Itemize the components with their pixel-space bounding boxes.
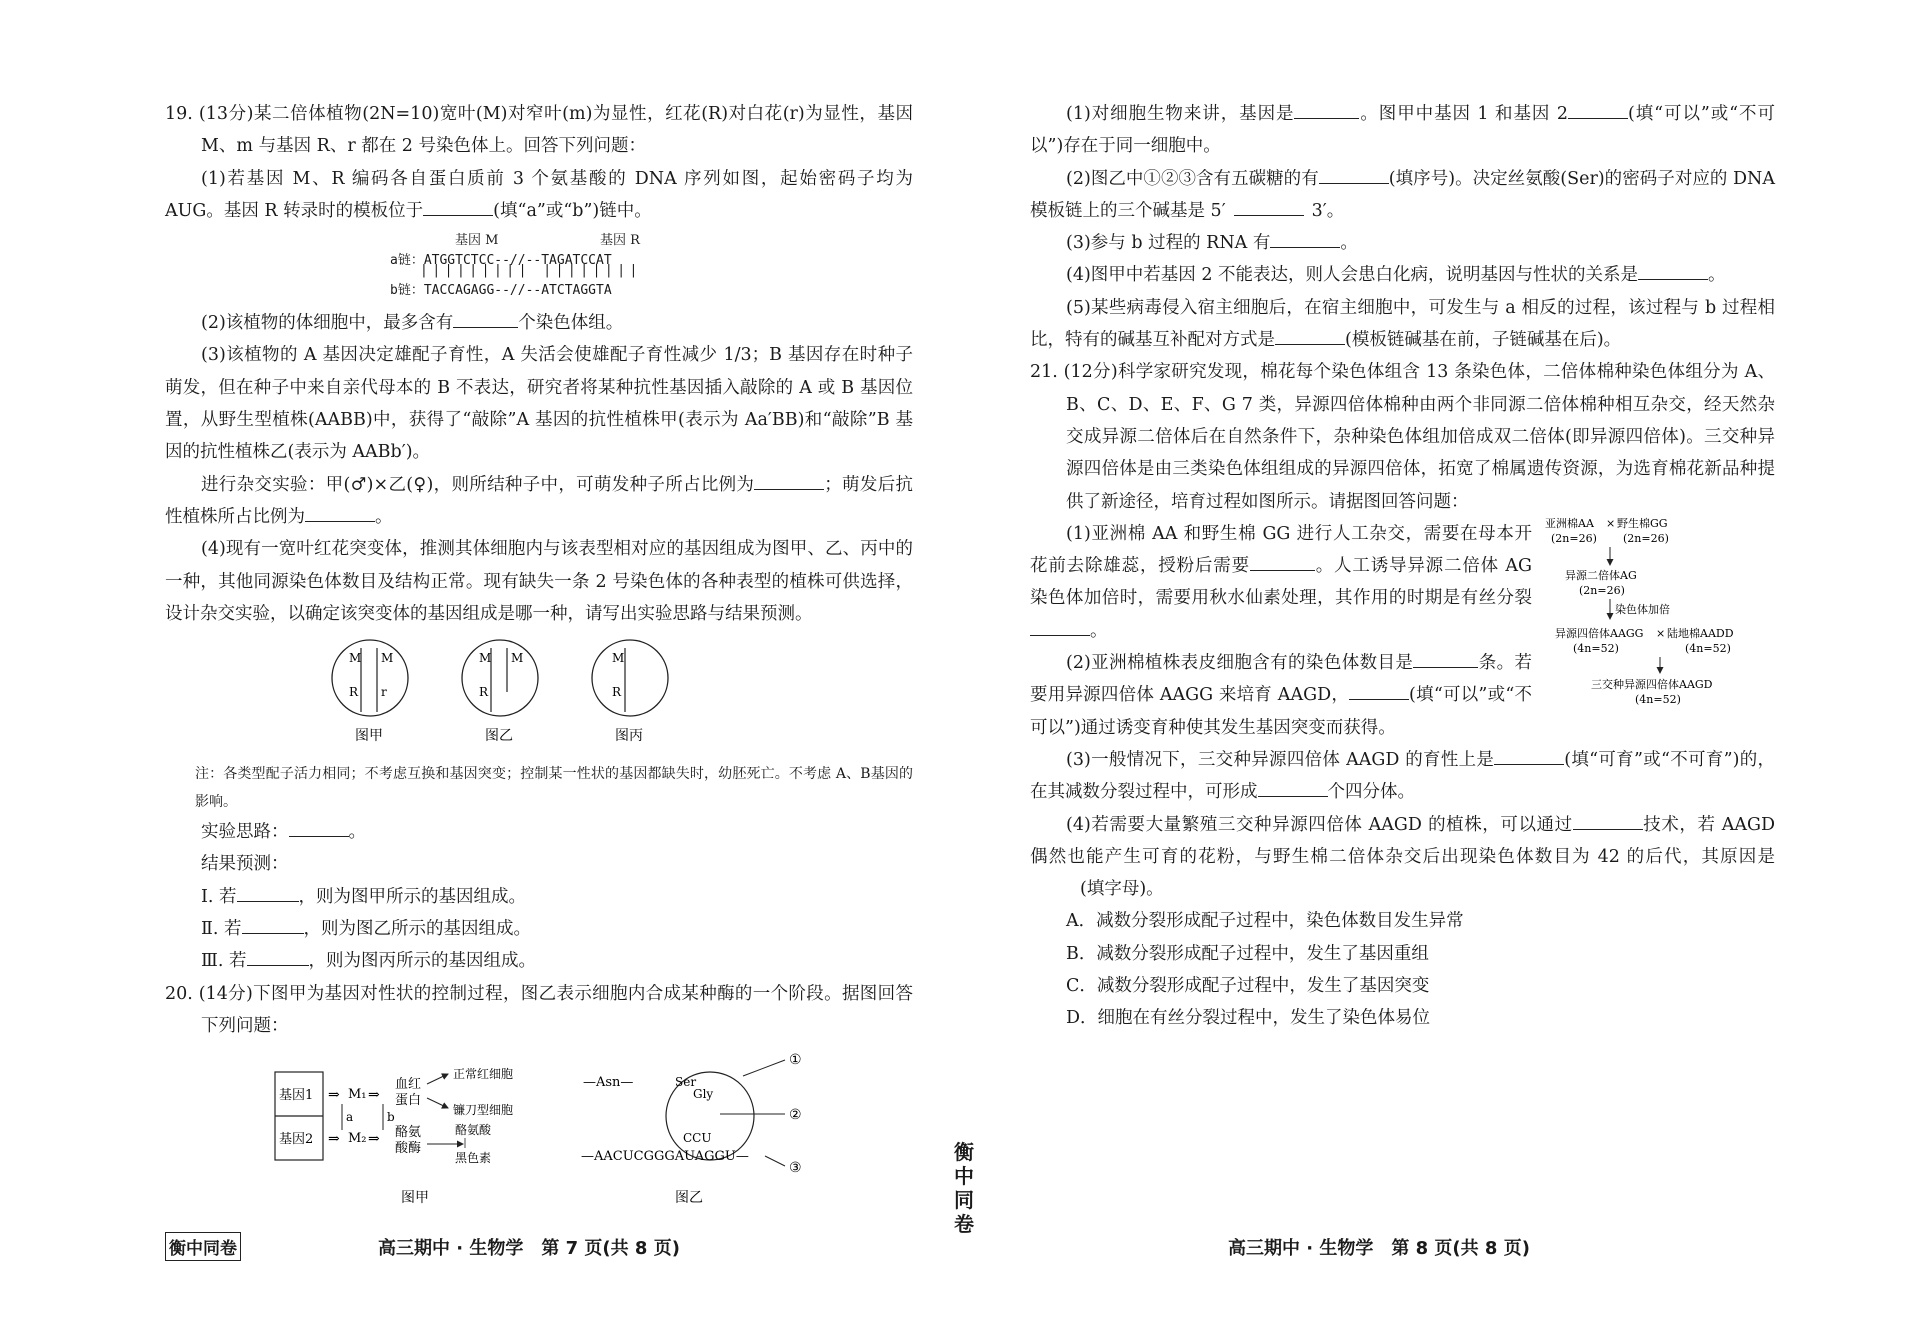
q21-text-wrap bbox=[1030, 518, 1532, 744]
answer-blank bbox=[1250, 569, 1315, 571]
svg-text:异源四倍体AAGG: 异源四倍体AAGG bbox=[1555, 626, 1644, 640]
answer-blank bbox=[242, 932, 304, 934]
breeding-flowchart bbox=[1535, 513, 1775, 718]
svg-text:镰刀型细胞: 镰刀型细胞 bbox=[453, 1103, 514, 1118]
answer-blank bbox=[1294, 117, 1359, 119]
q19-part1: (1)若基因 M、R 编码各自蛋白质前 3 个氨基酸的 DNA 序列如图，起始密码子均为 AUG。基因 R 转录时的模板位于 (填“a”或“b”)链中。 bbox=[165, 168, 913, 221]
q20-part5: (5)某些病毒侵入宿主细胞后，在宿主细胞中，可发生与 a 相反的过程，该过程与 b 过程相比，特有的碱基互补配对方式是 (模板链碱基在前，子链碱基在后)。 bbox=[1030, 297, 1775, 351]
q19-part2: (2)该植物的体细胞中，最多含有 个染色体组。 bbox=[201, 313, 624, 334]
svg-text:R: R bbox=[349, 685, 359, 700]
svg-text:③: ③ bbox=[789, 1160, 802, 1177]
footer-right: 高三期中 · 生物学 第 8 页(共 8 页) bbox=[1228, 1238, 1530, 1259]
answer-blank bbox=[1494, 763, 1564, 765]
answer-blank bbox=[1349, 698, 1409, 700]
q21-part1: (1)亚洲棉 AA 和野生棉 GG 进行人工杂交，需要在母本开花前去除雄蕊，授粉后需要 。人工诱导异源二倍体 AG 染色体加倍时，需要用秋水仙素处理，其作用的时期是有丝分裂。 bbox=[1030, 523, 1532, 641]
svg-text:⇒: ⇒ bbox=[328, 1131, 340, 1148]
q21-part3: (3)一般情况下，三交种异源四倍体 AAGD 的育性上是 (填“可育”或“不可育”)的，在其减数分裂过程中，可形成 个四分体。 bbox=[1030, 749, 1775, 803]
svg-text:Ser: Ser bbox=[675, 1075, 697, 1090]
q21-option-b: B．减数分裂形成配子过程中，发生了基因重组 bbox=[1066, 943, 1429, 964]
answer-blank bbox=[305, 520, 375, 522]
fig-bing-label: 图丙 bbox=[615, 728, 643, 745]
svg-text:酪氨酸: 酪氨酸 bbox=[455, 1123, 492, 1138]
svg-text:染色体加倍: 染色体加倍 bbox=[1615, 602, 1670, 616]
q19-result-2: Ⅱ. 若 ，则为图乙所示的基因组成。 bbox=[201, 919, 532, 940]
q21-option-a: A．减数分裂形成配子过程中，染色体数目发生异常 bbox=[1066, 911, 1464, 932]
answer-blank bbox=[1030, 634, 1090, 636]
q20-stem: 20. (14分)下图甲为基因对性状的控制过程，图乙表示细胞内合成某种酶的一个阶段。据图回答下列问题： bbox=[165, 983, 913, 1036]
q21-option-d: D．细胞在有丝分裂过程中，发生了染色体易位 bbox=[1066, 1008, 1431, 1029]
svg-text:血红: 血红 bbox=[395, 1077, 422, 1093]
svg-text:—AACUCGGGAUAGGU—: —AACUCGGGAUAGGU— bbox=[581, 1149, 749, 1165]
answer-blank bbox=[1258, 795, 1328, 797]
q19-note: 注：各类型配子活力相同；不考虑互换和基因突变；控制某一性状的基因都缺失时，幼胚死亡。不考虑 A、B基因的影响。 bbox=[195, 766, 913, 811]
q20-part2: (2)图乙中①②③含有五碳糖的有 (填序号)。决定丝氨酸(Ser)的密码子对应的 DNA 模板链上的三个碱基是 5′ 3′。 bbox=[1030, 168, 1775, 221]
fig-yi bbox=[462, 640, 538, 744]
fig-jia-pathway bbox=[275, 1066, 513, 1206]
svg-text:M: M bbox=[381, 651, 394, 666]
q21-body bbox=[1030, 518, 1775, 744]
q19-part4: (4)现有一宽叶红花突变体，推测其体细胞内与该表型相对应的基因组成为图甲、乙、丙中的一种，其他同源染色体数目及结构正常。现有缺失一条 2 号染色体的各种表型的植株可供选择，设计杂交实验，以确定该突变体的基因组成是哪一种，请写出实验思路与结果预测。 bbox=[165, 539, 913, 624]
answer-blank bbox=[1413, 666, 1478, 668]
svg-text:M: M bbox=[349, 651, 362, 666]
chain-a: a链：ATGGTCTCC--//--TAGATCCAT bbox=[390, 253, 612, 269]
q19-predict: 结果预测： bbox=[201, 854, 289, 875]
svg-text:—Asn—: —Asn— bbox=[583, 1075, 634, 1091]
footer-left: 高三期中 · 生物学 第 7 页(共 8 页) bbox=[378, 1238, 680, 1259]
q19-part3: (3)该植物的 A 基因决定雄配子育性，A 失活会使雄配子育性减少 1/3；B 基因存在时种子萌发，但在种子中来自亲代母本的 B 不表达，研究者将某种抗性基因插入敲除的 A 或 B 基因位置，从野生型植株(AABB)中，获得了“敲除”A 基因的抗性植株甲(表示为 Aa′BB)和“敲除”B 基因的抗性植株乙(表示为 AABb′)。 bbox=[165, 345, 913, 463]
gene-r-label: 基因 R bbox=[600, 233, 640, 249]
svg-text:CCU: CCU bbox=[683, 1131, 712, 1146]
q21-option-c: C．减数分裂形成配子过程中，发生了基因突变 bbox=[1066, 976, 1430, 997]
svg-text:(2n=26): (2n=26) bbox=[1623, 531, 1669, 545]
svg-text:a: a bbox=[346, 1110, 354, 1125]
answer-blank bbox=[1573, 828, 1643, 830]
svg-text:⇒: ⇒ bbox=[368, 1087, 380, 1104]
answer-blank bbox=[247, 964, 309, 966]
fig-bing bbox=[592, 640, 668, 744]
answer-blank bbox=[237, 900, 299, 902]
svg-text:三交种异源四倍体AAGD: 三交种异源四倍体AAGD bbox=[1591, 677, 1713, 691]
svg-text:亚洲棉AA: 亚洲棉AA bbox=[1545, 516, 1594, 530]
q19-stem: 19. (13分)某二倍体植物(2N=10)宽叶(M)对窄叶(m)为显性，红花(R)对白花(r)为显性，基因 M、m 与基因 R、r 都在 2 号染色体上。回答下列问题： bbox=[165, 104, 913, 157]
chromosome-figures bbox=[165, 630, 913, 755]
svg-text:蛋白: 蛋白 bbox=[395, 1093, 422, 1109]
chain-b: b链：TACCAGAGG--//--ATCTAGGTA bbox=[390, 283, 612, 299]
svg-text:M: M bbox=[511, 651, 524, 666]
q20-part3: (3)参与 b 过程的 RNA 有 。 bbox=[1066, 233, 1358, 254]
svg-text:异源二倍体AG: 异源二倍体AG bbox=[1565, 568, 1637, 582]
answer-blank bbox=[423, 214, 493, 216]
svg-text:(4n=52): (4n=52) bbox=[1635, 692, 1681, 706]
q20-part4: (4)图甲中若基因 2 不能表达，则人会患白化病，说明基因与性状的关系是 。 bbox=[1066, 265, 1726, 286]
binding-stamp: 衡中同卷 bbox=[954, 1140, 974, 1236]
svg-text:图甲: 图甲 bbox=[401, 1190, 429, 1207]
answer-blank bbox=[754, 488, 824, 490]
svg-text:M₁: M₁ bbox=[348, 1087, 367, 1103]
svg-text:酸酶: 酸酶 bbox=[395, 1141, 422, 1157]
answer-blank bbox=[1638, 278, 1708, 280]
answer-blank bbox=[1319, 182, 1389, 184]
svg-text:基因2: 基因2 bbox=[279, 1132, 314, 1148]
svg-text:b: b bbox=[387, 1110, 395, 1125]
answer-blank bbox=[1234, 214, 1304, 216]
fig-yi-translation bbox=[581, 1052, 802, 1206]
q19-idea: 实验思路： 。 bbox=[201, 822, 366, 843]
svg-text:⇒: ⇒ bbox=[368, 1131, 380, 1148]
svg-text:⇒: ⇒ bbox=[328, 1087, 340, 1104]
svg-text:黑色素: 黑色素 bbox=[455, 1151, 492, 1166]
svg-text:正常红细胞: 正常红细胞 bbox=[453, 1067, 514, 1082]
dna-sequence-figure bbox=[165, 227, 913, 307]
q19-result-1: Ⅰ. 若 ，则为图甲所示的基因组成。 bbox=[201, 886, 527, 907]
answer-blank bbox=[453, 326, 518, 328]
svg-text:酪氨: 酪氨 bbox=[395, 1125, 422, 1141]
base-pairs: ||||||||| |||||||| bbox=[420, 263, 642, 279]
fig-yi-label: 图乙 bbox=[485, 728, 513, 745]
svg-text:R: R bbox=[479, 685, 489, 700]
svg-text:×: × bbox=[1656, 626, 1666, 640]
svg-text:×: × bbox=[1606, 516, 1616, 530]
svg-text:r: r bbox=[381, 685, 387, 700]
answer-blank bbox=[1568, 117, 1628, 119]
answer-blank bbox=[1270, 246, 1340, 248]
svg-text:图乙: 图乙 bbox=[675, 1190, 703, 1207]
left-page bbox=[165, 98, 913, 1212]
svg-text:M: M bbox=[479, 651, 492, 666]
q21-stem: 21. (12分)科学家研究发现，棉花每个染色体组含 13 条染色体，二倍体棉种染色体组分为 A、B、C、D、E、F、G 7 类，异源四倍体棉种由两个非同源二倍体棉种相互杂交，经天然杂交成异源二倍体后在自然条件下，杂种染色体组加倍成双二倍体(即异源四倍体)。三交种异源四倍体是由三类染色体组组成的异源四倍体，拓宽了棉属遗传资源，为选育棉花新品种提供了新途径，培育过程如图所示。请据图回答问题： bbox=[1030, 362, 1775, 512]
svg-text:(2n=26): (2n=26) bbox=[1579, 583, 1625, 597]
q19-part3b: 进行杂交实验：甲(♂)×乙(♀)，则所结种子中，可萌发种子所占比例为 ；萌发后抗性植株所占比例为 。 bbox=[165, 474, 913, 527]
q20-figures bbox=[165, 1042, 913, 1207]
q20-part1: (1)对细胞生物来讲，基因是 。图甲中基因 1 和基因 2 (填“可以”或“不可以”)存在于同一细胞中。 bbox=[1030, 104, 1775, 157]
svg-text:M: M bbox=[612, 651, 625, 666]
svg-text:R: R bbox=[612, 685, 622, 700]
q21-part2: (2)亚洲棉植株表皮细胞含有的染色体数目是 条。若要用异源四倍体 AAGG 来培育 AAGD， (填“可以”或“不可以”)通过诱变育种使其发生基因突变而获得。 bbox=[1030, 653, 1532, 738]
answer-blank bbox=[1275, 343, 1345, 345]
brand-logo: 衡中同卷 bbox=[165, 1232, 241, 1261]
svg-text:陆地棉AADD: 陆地棉AADD bbox=[1667, 626, 1734, 640]
right-page bbox=[1030, 98, 1775, 1035]
svg-text:M₂: M₂ bbox=[348, 1131, 367, 1147]
svg-text:基因1: 基因1 bbox=[279, 1088, 314, 1104]
svg-text:①: ① bbox=[789, 1052, 802, 1069]
svg-text:(4n=52): (4n=52) bbox=[1573, 641, 1619, 655]
svg-text:(4n=52): (4n=52) bbox=[1685, 641, 1731, 655]
svg-text:Gly: Gly bbox=[693, 1087, 714, 1102]
svg-text:②: ② bbox=[789, 1107, 802, 1124]
answer-blank bbox=[289, 835, 349, 837]
svg-text:野生棉GG: 野生棉GG bbox=[1617, 516, 1668, 530]
q19-result-3: Ⅲ. 若 ，则为图丙所示的基因组成。 bbox=[201, 951, 537, 972]
gene-m-label: 基因 M bbox=[455, 233, 499, 249]
fig-jia bbox=[332, 640, 408, 744]
fig-jia-label: 图甲 bbox=[355, 728, 383, 745]
q21-part4: (4)若需要大量繁殖三交种异源四倍体 AAGD 的植株，可以通过 技术，若 AAGD 偶然也能产生可育的花粉，与野生棉二倍体杂交后出现染色体数目为 42 的后代，其原因是(填字母)。 bbox=[1030, 814, 1776, 900]
svg-text:(2n=26): (2n=26) bbox=[1551, 531, 1597, 545]
